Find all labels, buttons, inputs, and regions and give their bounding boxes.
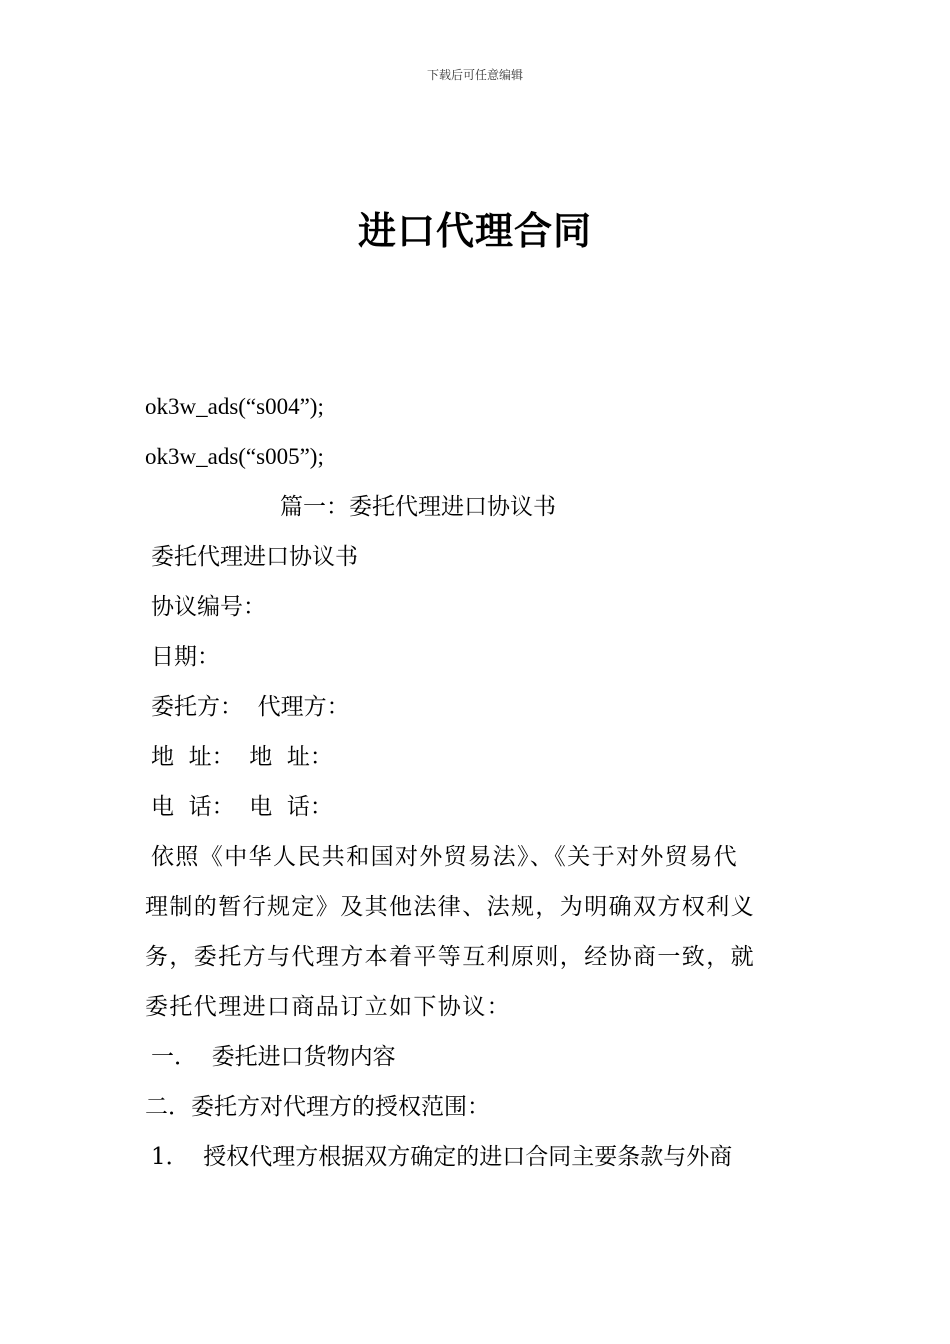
list-item: 1． 授权代理方根据双方确定的进口合同主要条款与外商 [151,1144,733,1170]
paragraph-line: 理制的暂行规定》及其他法律、法规，为明确双方权利义 [145,894,755,920]
field-phone: 电 话： 电 话： [151,794,333,820]
paragraph-line: 依照《中华人民共和国对外贸易法》、《关于对外贸易代 [151,844,738,870]
section-heading: 二．委托方对代理方的授权范围： [145,1094,490,1120]
field-parties: 委托方： 代理方： [151,694,350,720]
field-date: 日期： [151,644,220,670]
paragraph-line: 务，委托方与代理方本着平等互利原则，经协商一致，就 [145,944,755,970]
code-line: ok3w_ads(“s004”); [145,394,324,419]
document-title: 进口代理合同 [357,208,592,253]
field-agreement-no: 协议编号： [151,594,266,620]
chapter-heading: 篇一：委托代理进口协议书 [280,494,556,520]
section-heading: 一． 委托进口货物内容 [151,1044,396,1070]
intro-paragraph [145,832,807,1032]
paragraph-line: 委托代理进口商品订立如下协议： [145,994,511,1020]
document-body [145,382,807,1182]
agreement-title: 委托代理进口协议书 [151,544,358,570]
field-address: 地 址： 地 址： [151,744,333,770]
page-header-note: 下载后可任意编辑 [426,68,523,82]
code-line: ok3w_ads(“s005”); [145,444,324,469]
